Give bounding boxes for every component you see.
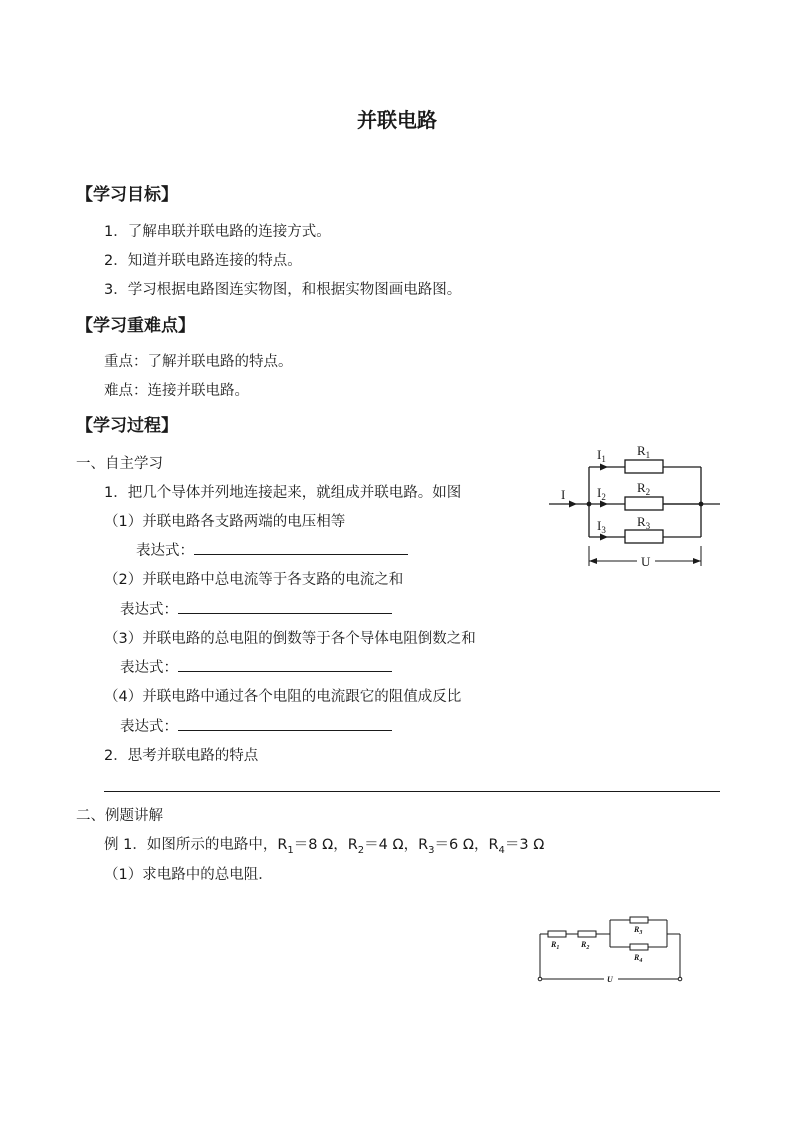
resistor-r3 [630, 917, 648, 923]
r1-label: R [277, 837, 288, 853]
label-i: I [561, 487, 566, 502]
label-r1: $R_1$ [551, 940, 560, 951]
label-i1: $I_1$ [597, 447, 606, 464]
r2-label: R [347, 837, 358, 853]
arrow-i1 [600, 464, 608, 471]
expression-row-2 [120, 598, 392, 619]
label-r2: $R_2$ [581, 940, 590, 951]
objective-item: 2．知道并联电路连接的特点。 [104, 253, 302, 269]
question-2: 2．思考并联电路的特点 [104, 748, 259, 764]
label-r3: $R_3$ [637, 514, 651, 531]
r1-value: ＝8 Ω， [293, 837, 348, 853]
resistor-r3 [625, 530, 663, 543]
expression-label: 表达式： [120, 602, 178, 618]
expression-row-3 [120, 656, 392, 677]
difficult-point: 难点：连接并联电路。 [104, 383, 249, 399]
r3-label: R [418, 837, 429, 853]
expression-label: 表达式： [120, 719, 178, 735]
label-r2: $R_2$ [637, 480, 651, 497]
label-r1: $R_1$ [637, 443, 651, 460]
r3-value: ＝6 Ω， [434, 837, 489, 853]
example-question-1: （1）求电路中的总电阻． [104, 867, 273, 883]
page-title: 并联电路 [357, 108, 437, 132]
sub-question-3: （3）并联电路的总电阻的倒数等于各个导体电阻倒数之和 [104, 631, 476, 647]
sub-question-2: （2）并联电路中总电流等于各支路的电流之和 [104, 572, 404, 588]
answer-blank[interactable] [194, 540, 408, 555]
key-points-heading: 【学习重难点】 [76, 316, 195, 336]
question-1: 1．把几个导体并列地连接起来，就组成并联电路。如图 [104, 485, 462, 501]
r4-label: R [488, 837, 499, 853]
junction-left [587, 502, 592, 507]
example-1 [104, 833, 544, 856]
r2-value: ＝4 Ω， [364, 837, 419, 853]
objective-item: 3．学习根据电路图连实物图，和根据实物图画电路图。 [104, 282, 462, 298]
r1-sub: 1 [287, 844, 294, 856]
label-r3: $R_3$ [634, 925, 643, 936]
label-r4: $R_4$ [634, 953, 643, 964]
sub-question-4: （4）并联电路中通过各个电阻的电流跟它的阻值成反比 [104, 689, 462, 705]
resistor-r1 [548, 931, 566, 937]
r4-value: ＝3 Ω [504, 837, 545, 853]
label-i3: $I_3$ [597, 518, 606, 535]
r3-sub: 3 [428, 844, 435, 856]
example-prefix: 例 1．如图所示的电路中， [104, 837, 278, 853]
process-heading: 【学习过程】 [76, 416, 178, 436]
expression-row-1 [136, 539, 408, 560]
arrow-main [569, 501, 577, 508]
resistor-r4 [630, 944, 648, 950]
example-heading: 二、例题讲解 [76, 808, 163, 824]
parallel-circuit-diagram [540, 440, 730, 575]
label-u: U [607, 975, 613, 984]
key-point: 重点：了解并联电路的特点。 [104, 354, 293, 370]
objective-item: 1．了解串联并联电路的连接方式。 [104, 224, 331, 240]
resistor-r1 [625, 460, 663, 473]
answer-line[interactable] [104, 791, 720, 792]
r4-sub: 4 [498, 844, 505, 856]
mixed-circuit-diagram [532, 905, 692, 987]
answer-blank[interactable] [178, 657, 392, 672]
self-study-heading: 一、自主学习 [76, 456, 163, 472]
resistor-r2 [578, 931, 596, 937]
expression-label: 表达式： [120, 660, 178, 676]
r2-sub: 2 [357, 844, 365, 856]
expression-label: 表达式： [136, 543, 194, 559]
label-u: U [641, 554, 651, 569]
junction-right [699, 502, 704, 507]
sub-question-1: （1）并联电路各支路两端的电压相等 [104, 514, 346, 530]
label-i2: $I_2$ [597, 485, 606, 502]
answer-blank[interactable] [178, 716, 392, 731]
answer-blank[interactable] [178, 599, 392, 614]
resistor-r2 [625, 497, 663, 510]
objectives-heading: 【学习目标】 [76, 185, 178, 205]
expression-row-4 [120, 715, 392, 736]
